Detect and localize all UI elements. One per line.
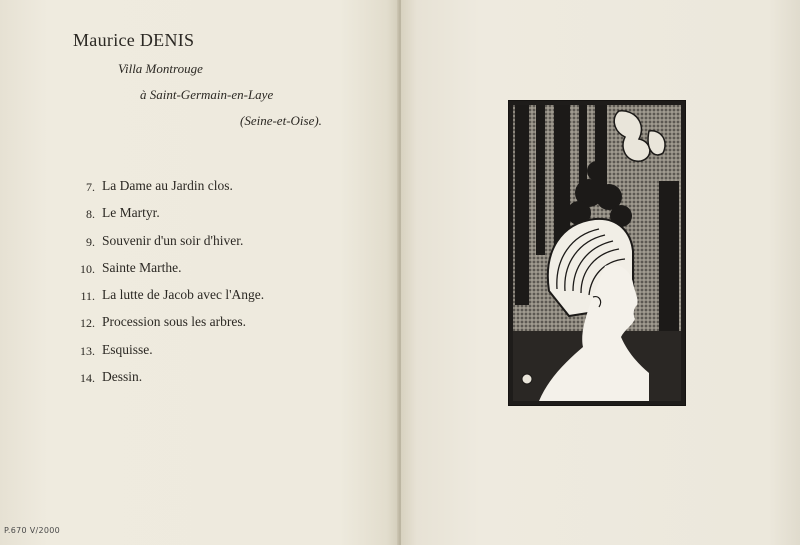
work-number: 14. [80,371,95,386]
work-title: La Dame au Jardin clos. [102,178,233,193]
lithograph-illustration [508,100,686,406]
list-item [0,233,398,260]
list-item [0,369,398,396]
list-item [0,205,398,232]
inventory-stamp: P.670 V/2000 [4,526,61,535]
work-title: Procession sous les arbres. [102,314,246,330]
work-number: 12. [80,316,95,331]
work-number: 7. [86,180,95,194]
address-line-1: Villa Montrouge [118,61,203,76]
list-item [0,178,398,205]
artist-name: Maurice DENIS [73,30,195,50]
left-page [0,0,399,545]
works-list [0,178,398,396]
work-title: Sainte Marthe. [102,259,182,275]
work-title: Le Martyr. [102,205,160,221]
work-number: 13. [80,343,95,358]
work-number: 10. [80,261,95,276]
work-title: La lutte de Jacob avec l'Ange. [102,287,265,303]
work-title: Esquisse. [102,341,153,357]
work-number: 11. [80,289,95,304]
work-number: 9. [86,234,95,249]
list-item [0,314,398,341]
address-line-3: (Seine-et-Oise). [240,113,322,128]
address-line-2: à Saint-Germain-en-Laye [140,87,274,102]
woman-profile-print [509,101,685,405]
list-item [0,287,398,314]
list-item [0,342,398,369]
list-item [0,260,398,287]
work-title: Dessin. [102,369,143,385]
work-number: 8. [86,207,95,222]
work-title: Souvenir d'un soir d'hiver. [102,232,244,248]
